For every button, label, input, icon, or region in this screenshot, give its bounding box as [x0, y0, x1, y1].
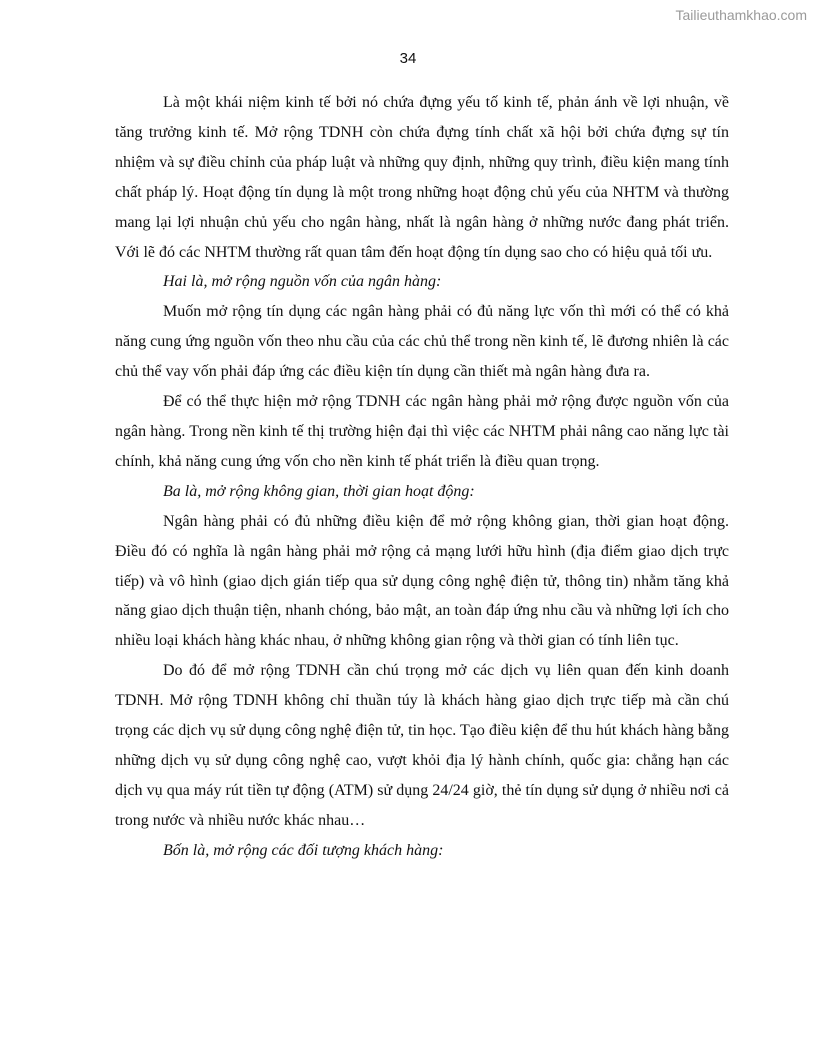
paragraph: Muốn mở rộng tín dụng các ngân hàng phải có đủ năng lực vốn thì mới có thể có khả năng cung ứng nguồn vốn theo nhu cầu của các chủ thể trong nền kinh tế, lẽ đương nhiên là các chủ thể vay vốn phải đáp ứng các điều kiện tín dụng cần thiết mà ngân hàng đưa ra.: [115, 303, 729, 381]
paragraph: Là một khái niệm kinh tế bởi nó chứa đựng yếu tố kinh tế, phản ánh về lợi nhuận, về tăng trưởng kinh tế. Mở rộng TDNH còn chứa đựng tính chất xã hội bởi chứa đựng sự tín nhiệm và sự điều chỉnh của pháp luật và những quy định, những quy trình, điều kiện mang tính chất pháp lý. Hoạt động tín dụng là một trong những hoạt động chủ yếu của NHTM và thường mang lại lợi nhuận chủ yếu cho ngân hàng, nhất là ngân hàng ở những nước đang phát triển. Với lẽ đó các NHTM thường rất quan tâm đến hoạt động tín dụng sao cho có hiệu quả tối ưu.: [115, 94, 729, 261]
section-heading-hai: Hai là, mở rộng nguồn vốn của ngân hàng:: [163, 273, 442, 291]
paragraph: Để có thể thực hiện mở rộng TDNH các ngân hàng phải mở rộng được nguồn vốn của ngân hàng. Trong nền kinh tế thị trường hiện đại thì việc các NHTM phải nâng cao năng lực tài chính, khả năng cung ứng vốn cho nền kinh tế phát triển là điều quan trọng.: [115, 393, 729, 470]
watermark: Tailieuthamkhao.com: [675, 7, 807, 23]
document-body: [115, 88, 729, 866]
section-heading-ba: Ba là, mở rộng không gian, thời gian hoạt động:: [163, 482, 475, 500]
paragraph: Do đó để mở rộng TDNH cần chú trọng mở các dịch vụ liên quan đến kinh doanh TDNH. Mở rộng TDNH không chỉ thuần túy là khách hàng giao dịch trực tiếp mà cần chú trọng các dịch vụ sử dụng công nghệ điện tử, tin học. Tạo điều kiện để thu hút khách hàng bằng những dịch vụ sử dụng công nghệ cao, vượt khỏi địa lý hành chính, quốc gia: chẳng hạn các dịch vụ qua máy rút tiền tự động (ATM) sử dụng 24/24 giờ, thẻ tín dụng sử dụng ở nhiều nơi cả trong nước và nhiều nước khác nhau…: [115, 662, 729, 829]
page-number: 34: [399, 50, 417, 67]
paragraph: Ngân hàng phải có đủ những điều kiện để mở rộng không gian, thời gian hoạt động. Điều đó có nghĩa là ngân hàng phải mở rộng cả mạng lưới hữu hình (địa điểm giao dịch trực tiếp) và vô hình (giao dịch gián tiếp qua sử dụng công nghệ điện tử, thông tin) nhằm tăng khả năng giao dịch thuận tiện, nhanh chóng, bảo mật, an toàn đáp ứng nhu cầu và những lợi ích cho nhiều loại khách hàng khác nhau, ở những không gian rộng và thời gian có tính liên tục.: [115, 512, 729, 650]
section-heading-bon: Bốn là, mở rộng các đối tượng khách hàng:: [163, 841, 444, 859]
